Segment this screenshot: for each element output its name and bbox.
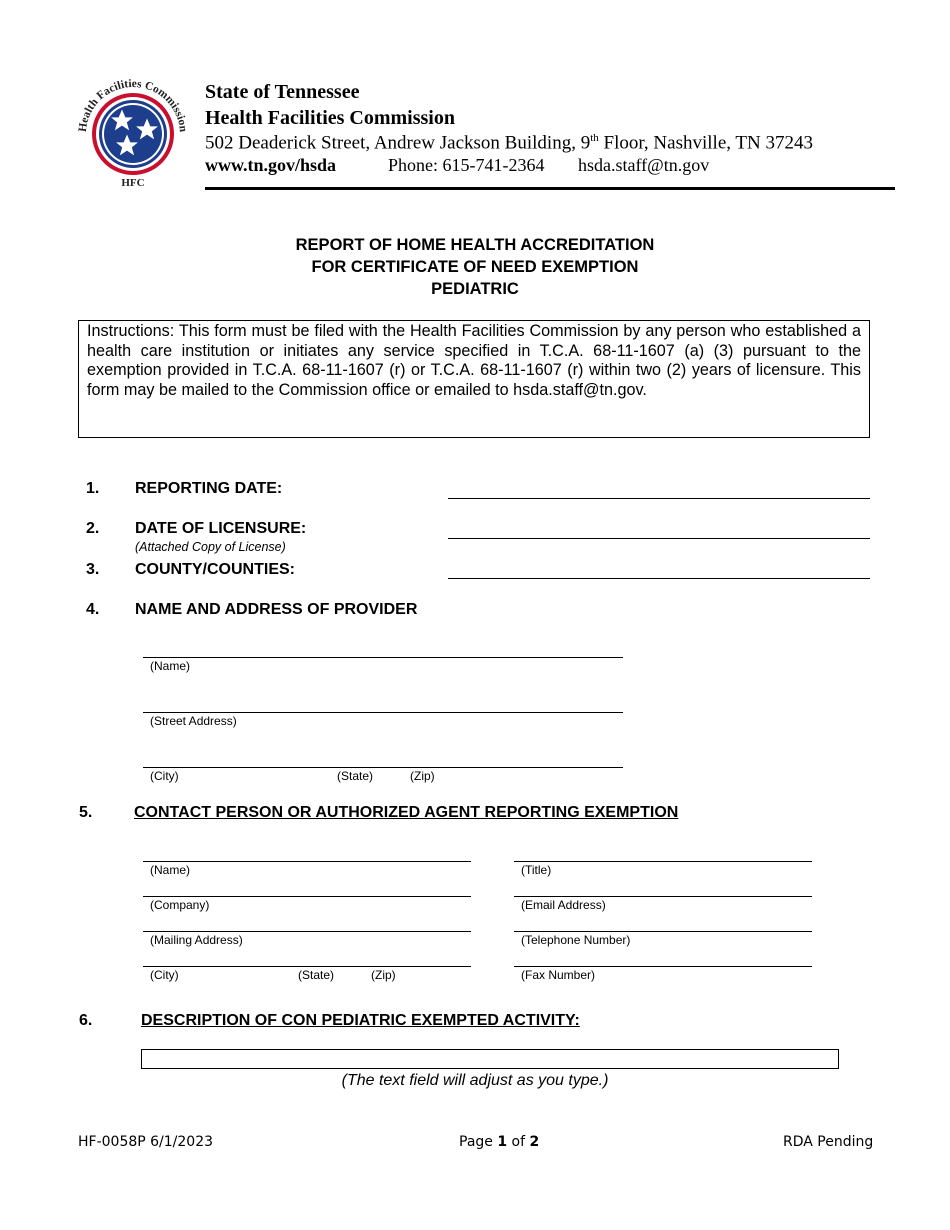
hfc-seal-logo (76, 74, 190, 190)
item-5-number: 5. (79, 804, 93, 821)
description-text-field[interactable] (141, 1049, 839, 1069)
licensure-note: (Attached Copy of License) (135, 540, 286, 554)
contact-company-caption: (Company) (150, 898, 210, 912)
form-id: HF-0058P 6/1/2023 (78, 1134, 214, 1150)
rda-status: RDA Pending (783, 1134, 874, 1150)
provider-street-field[interactable] (143, 712, 623, 713)
provider-name-caption: (Name) (150, 659, 191, 673)
contact-company-field[interactable] (143, 896, 471, 897)
reporting-date-field[interactable] (448, 498, 870, 499)
provider-city-caption: (City) (150, 769, 179, 783)
item-6-number: 6. (79, 1012, 93, 1029)
county-field[interactable] (448, 578, 870, 579)
agency-email[interactable]: hsda.staff@tn.gov (578, 155, 710, 175)
agency-phone: Phone: 615-741-2364 (388, 155, 545, 175)
contact-name-field[interactable] (143, 861, 471, 862)
provider-label: NAME AND ADDRESS OF PROVIDER (135, 601, 418, 618)
provider-zip-caption: (Zip) (410, 769, 435, 783)
provider-city-field[interactable] (143, 767, 623, 768)
instructions-box (78, 320, 870, 438)
contact-mailing-field[interactable] (143, 931, 471, 932)
licensure-date-field[interactable] (448, 538, 870, 539)
contact-city-field[interactable] (143, 966, 471, 967)
provider-street-caption: (Street Address) (150, 714, 237, 728)
contact-city-caption: (City) (150, 968, 179, 982)
page-indicator: Page 1 of 2 (459, 1134, 540, 1150)
contact-fax-field[interactable] (514, 966, 812, 967)
item-2-number: 2. (86, 520, 100, 537)
contact-email-caption: (Email Address) (521, 898, 606, 912)
contact-title-field[interactable] (514, 861, 812, 862)
seal-ring-text: Health Facilities Commission (76, 77, 190, 133)
form-title-line3: PEDIATRIC (431, 280, 519, 298)
item-1-number: 1. (86, 480, 100, 497)
instructions-text: Instructions: This form must be filed with the Health Facilities Commission by any person who established a health care institution or initiates any service specified in T.C.A. 68-11-1607 (a) (3) pursuant to the exemption provided in T.C.A. 68-11-1607 (r) or T.C.A. 68-11-1607 (r) within two (2) years of licensure. This form may be mailed to the Commission office or emailed to hsda.staff@tn.gov. (87, 322, 861, 399)
provider-state-caption: (State) (337, 769, 374, 783)
contact-fax-caption: (Fax Number) (521, 968, 596, 982)
form-title-line2: FOR CERTIFICATE OF NEED EXEMPTION (311, 258, 639, 276)
item-4-number: 4. (86, 601, 100, 618)
agency-address: 502 Deaderick Street, Andrew Jackson Building, 9th Floor, Nashville, TN 37243 (205, 132, 813, 154)
licensure-date-label: DATE OF LICENSURE: (135, 520, 307, 537)
contact-name-caption: (Name) (150, 863, 191, 877)
contact-state-caption: (State) (298, 968, 335, 982)
header-divider (205, 187, 895, 190)
contact-section-label: CONTACT PERSON OR AUTHORIZED AGENT REPORTING EXEMPTION (134, 804, 679, 821)
description-hint: (The text field will adjust as you type.) (341, 1072, 609, 1089)
provider-name-field[interactable] (143, 657, 623, 658)
contact-title-caption: (Title) (521, 863, 552, 877)
state-name: State of Tennessee (205, 81, 360, 103)
seal-abbr: HFC (121, 177, 145, 189)
agency-website[interactable]: www.tn.gov/hsda (205, 155, 337, 175)
description-label: DESCRIPTION OF CON PEDIATRIC EXEMPTED ACTIVITY: (141, 1012, 580, 1029)
county-label: COUNTY/COUNTIES: (135, 561, 295, 578)
agency-name: Health Facilities Commission (205, 107, 455, 129)
reporting-date-label: REPORTING DATE: (135, 480, 283, 497)
form-title-line1: REPORT OF HOME HEALTH ACCREDITATION (295, 236, 655, 254)
item-3-number: 3. (86, 561, 100, 578)
contact-zip-caption: (Zip) (371, 968, 396, 982)
contact-telephone-field[interactable] (514, 931, 812, 932)
contact-telephone-caption: (Telephone Number) (521, 933, 631, 947)
contact-email-field[interactable] (514, 896, 812, 897)
contact-mailing-caption: (Mailing Address) (150, 933, 243, 947)
